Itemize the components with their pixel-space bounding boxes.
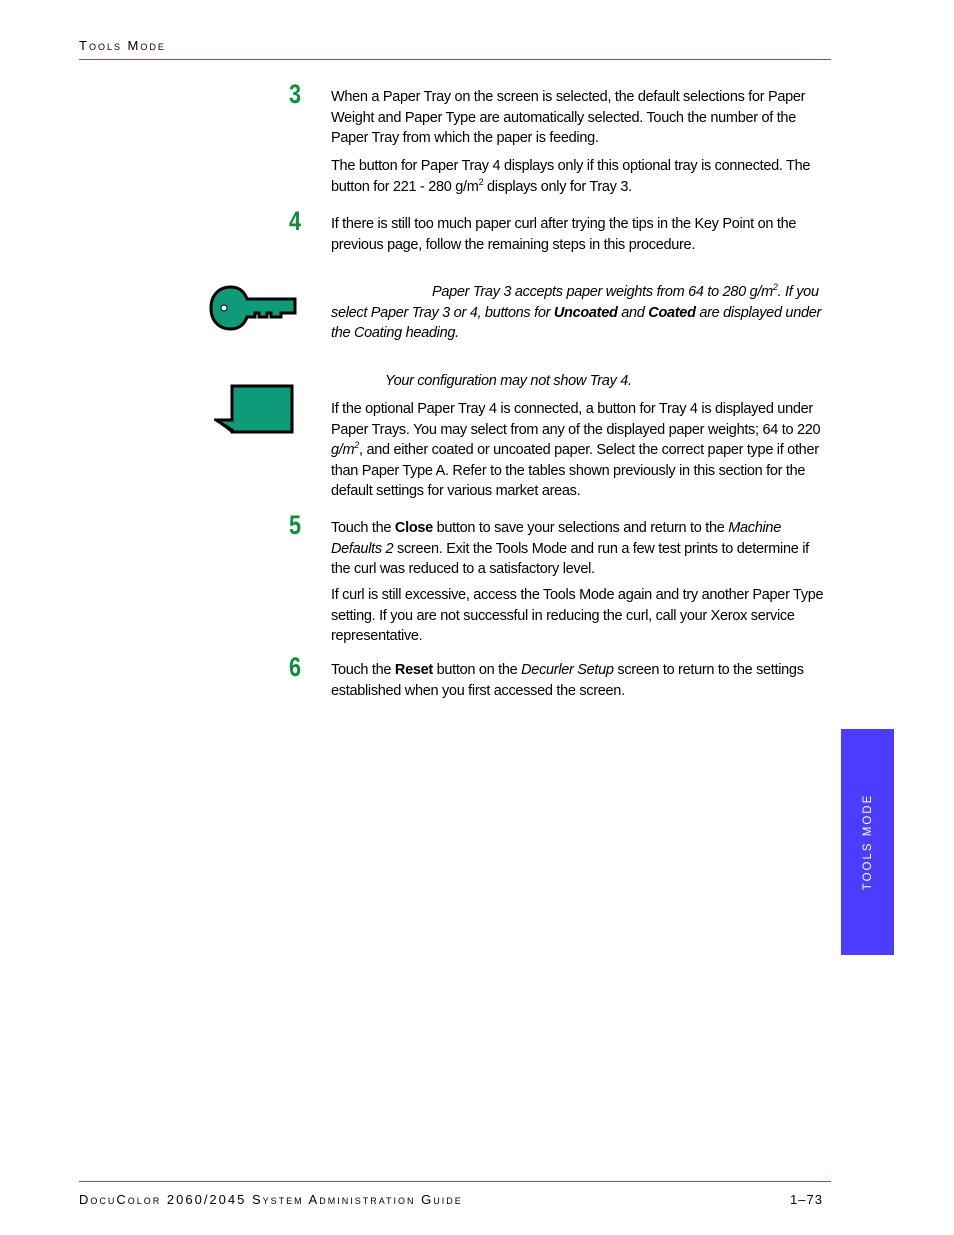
footer-book-title: DocuColor 2060/2045 System Administration Guide [79,1192,463,1207]
note-heading: Your configuration may not show Tray 4. [385,373,632,389]
step-6-text-2: button on the [432,662,522,678]
footer-rule [79,1181,831,1182]
step-number-3: 3 [289,79,302,109]
side-tab-label: TOOLS MODE [861,793,874,891]
footer-page-number: 1–73 [790,1192,823,1207]
step-3-p2-sup: 2 [478,176,484,187]
step-5-paragraph-1 [331,518,831,580]
step-5-close-label: Close [394,520,433,536]
note-body-unit: g/m [331,442,355,458]
side-tab [841,729,894,955]
step-5-paragraph-2: If curl is still excessive, access the Tools Mode again and try another Paper Type setting. If you are not successful in reducing the curl, call your Xerox service representative. [331,587,824,644]
step-6-screen-name: Decurler Setup [521,662,614,678]
step-3-paragraph-1: When a Paper Tray on the screen is selected, the default selections for Paper Weight and Paper Type are automatically selected. Touch the number of the Paper Tray from which the paper is feeding. [331,89,806,146]
header-section-title: Tools Mode [79,38,166,53]
note-body-text-2: , and either coated or uncoated paper. Select the correct paper type if other than Paper Type A. Refer to the tables shown previously in this section for the default settings for various market areas. [331,442,819,499]
step-3-p2-text: The button for Paper Tray 4 displays only if this optional tray is connected. The button for 221 - 280 g/m [331,158,811,195]
step-3-p2-text-end: displays only for Tray 3. [483,178,632,195]
step-6-text-3: screen to return to the settings established when you first accessed the screen. [331,662,804,699]
step-6-text-1: Touch the [331,662,395,678]
step-3-paragraph-2 [331,156,831,197]
step-5-text-1: Touch the [331,520,395,536]
note-body-text-1: If the optional Paper Tray 4 is connected, a button for Tray 4 is displayed under Paper Trays. You may select from any of the displayed paper weights; 64 to 220 [331,401,821,438]
key-point-uncoated: Uncoated [553,304,618,321]
step-6-paragraph-1 [331,660,831,701]
key-point-coated: Coated [648,304,696,321]
step-5-text-2: button to save your selections and return to the [432,520,729,536]
step-5-screen-name: Machine Defaults 2 [331,520,781,557]
note-body [331,399,831,502]
key-point-text-1: Paper Tray 3 accepts paper weights from 64 to 280 g/m [432,284,773,300]
step-5-text-3: screen. Exit the Tools Mode and run a few test prints to determine if the curl was reduced to a satisfactory level. [331,540,809,577]
key-icon [209,285,301,333]
step-number-6: 6 [289,652,302,682]
step-number-4: 4 [289,206,302,236]
note-body-sup: 2 [354,440,359,451]
step-number-5: 5 [289,510,302,540]
note-icon [214,384,296,436]
key-point-text [331,282,831,344]
key-point-text-2: . If you select Paper Tray 3 or 4, buttons for [331,284,819,321]
step-6-reset-label: Reset [394,662,433,678]
key-point-text-4: are displayed under the Coating heading. [331,304,822,341]
key-point-sup: 2 [772,282,778,293]
header-rule [79,59,831,60]
key-point-text-3: and [617,304,649,321]
step-4-paragraph-1: If there is still too much paper curl after trying the tips in the Key Point on the previous page, follow the remaining steps in this procedure. [331,216,797,253]
